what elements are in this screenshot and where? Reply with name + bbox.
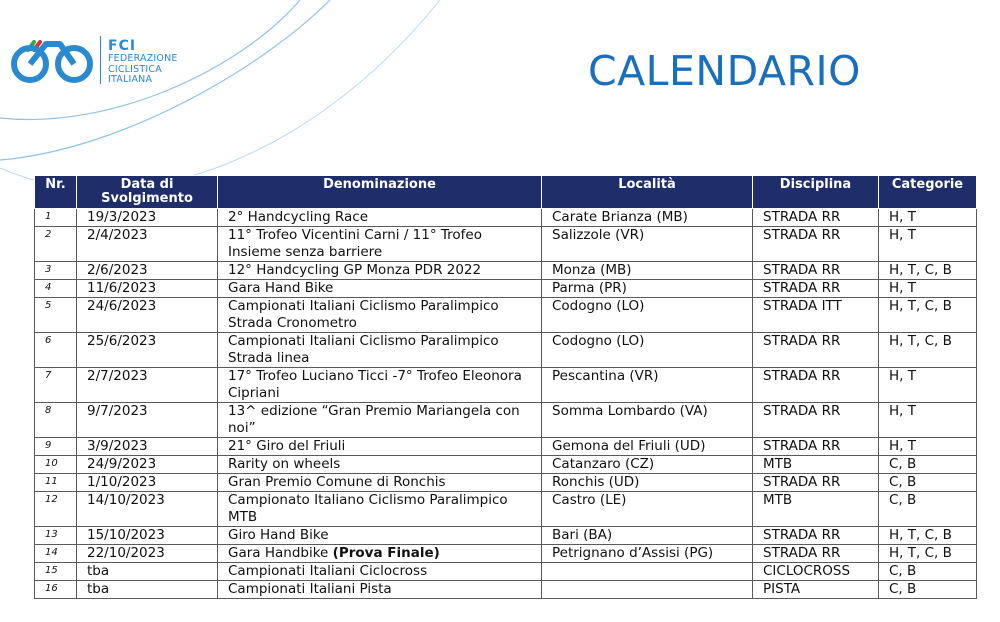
cell-name-text: Campionati Italiani Ciclismo Paralimpico Strada linea bbox=[228, 333, 499, 366]
cell-name bbox=[218, 438, 542, 456]
cell-place-text: Codogno (LO) bbox=[552, 333, 645, 349]
cell-date-text: 15/10/2023 bbox=[87, 527, 165, 543]
cell-name-text: Gara Hand Bike bbox=[228, 280, 334, 296]
cell-nr-text: 5 bbox=[45, 300, 52, 311]
cell-place-text: Parma (PR) bbox=[552, 280, 627, 296]
cell-name bbox=[218, 227, 542, 262]
cell-nr bbox=[35, 474, 77, 492]
column-header-place: Località bbox=[542, 176, 753, 209]
cell-date-text: 3/9/2023 bbox=[87, 438, 148, 454]
cell-discipline-text: MTB bbox=[763, 456, 793, 472]
cell-nr bbox=[35, 438, 77, 456]
cell-categories bbox=[879, 438, 977, 456]
cell-date-text: 14/10/2023 bbox=[87, 492, 165, 508]
column-header-nr: Nr. bbox=[35, 176, 77, 209]
cell-discipline-text: PISTA bbox=[763, 581, 801, 597]
cell-place bbox=[542, 280, 753, 298]
cell-discipline-text: STRADA ITT bbox=[763, 298, 842, 314]
cell-categories bbox=[879, 545, 977, 563]
table-row bbox=[35, 403, 977, 438]
cell-name bbox=[218, 456, 542, 474]
cell-nr-text: 4 bbox=[45, 282, 52, 293]
cell-place bbox=[542, 492, 753, 527]
cell-categories bbox=[879, 227, 977, 262]
cell-nr-text: 12 bbox=[45, 494, 58, 505]
cell-place-text: Catanzaro (CZ) bbox=[552, 456, 655, 472]
cell-name-text: Campionato Italiano Ciclismo Paralimpico MTB bbox=[228, 492, 508, 525]
cell-name bbox=[218, 262, 542, 280]
table-row bbox=[35, 280, 977, 298]
cell-name-bold-text: (Prova Finale) bbox=[332, 545, 440, 561]
cell-nr-text: 1 bbox=[45, 211, 52, 222]
logo-line-3: ITALIANA bbox=[108, 74, 153, 85]
cell-categories-text: H, T, C, B bbox=[889, 527, 952, 543]
table-row bbox=[35, 333, 977, 368]
cell-discipline-text: STRADA RR bbox=[763, 227, 841, 243]
cell-categories-text: C, B bbox=[889, 581, 917, 597]
cell-place bbox=[542, 403, 753, 438]
cell-name-text: Gran Premio Comune di Ronchis bbox=[228, 474, 446, 490]
cell-discipline bbox=[753, 545, 879, 563]
cell-categories bbox=[879, 280, 977, 298]
cell-discipline bbox=[753, 563, 879, 581]
calendar-table bbox=[34, 175, 977, 599]
table-row bbox=[35, 262, 977, 280]
cell-date bbox=[77, 474, 218, 492]
cell-name bbox=[218, 474, 542, 492]
cell-categories bbox=[879, 298, 977, 333]
cell-place bbox=[542, 368, 753, 403]
cell-name-text: 12° Handcycling GP Monza PDR 2022 bbox=[228, 262, 482, 278]
cell-date-text: 25/6/2023 bbox=[87, 333, 157, 349]
cell-date bbox=[77, 298, 218, 333]
cell-nr bbox=[35, 333, 77, 368]
cell-categories-text: H, T, C, B bbox=[889, 545, 952, 561]
table-row bbox=[35, 492, 977, 527]
cell-discipline bbox=[753, 333, 879, 368]
cell-discipline bbox=[753, 403, 879, 438]
table-row bbox=[35, 474, 977, 492]
cell-nr-text: 16 bbox=[45, 583, 58, 594]
cell-name-text: Campionati Italiani Pista bbox=[228, 581, 392, 597]
cell-place bbox=[542, 227, 753, 262]
cell-categories-text: H, T bbox=[889, 227, 916, 243]
cell-name-text: 17° Trofeo Luciano Ticci -7° Trofeo Eleonora Cipriani bbox=[228, 368, 522, 401]
cell-place bbox=[542, 545, 753, 563]
cell-name bbox=[218, 563, 542, 581]
cell-categories-text: H, T, C, B bbox=[889, 333, 952, 349]
cell-categories-text: C, B bbox=[889, 474, 917, 490]
table-row bbox=[35, 456, 977, 474]
cell-categories bbox=[879, 262, 977, 280]
cell-discipline bbox=[753, 581, 879, 599]
cell-name bbox=[218, 492, 542, 527]
cell-categories bbox=[879, 563, 977, 581]
cell-discipline-text: STRADA RR bbox=[763, 280, 841, 296]
cell-categories bbox=[879, 527, 977, 545]
cell-nr-text: 2 bbox=[45, 229, 52, 240]
column-header-name: Denominazione bbox=[218, 176, 542, 209]
cell-date bbox=[77, 262, 218, 280]
table-row bbox=[35, 298, 977, 333]
cell-place-text: Somma Lombardo (VA) bbox=[552, 403, 708, 419]
cell-nr-text: 7 bbox=[45, 370, 52, 381]
table-row bbox=[35, 368, 977, 403]
cell-place bbox=[542, 262, 753, 280]
cell-name bbox=[218, 333, 542, 368]
cell-nr bbox=[35, 298, 77, 333]
table-row bbox=[35, 545, 977, 563]
cell-date bbox=[77, 527, 218, 545]
logo-line-2: CICLISTICA bbox=[108, 63, 162, 75]
cell-discipline bbox=[753, 280, 879, 298]
column-header-categories: Categorie bbox=[879, 176, 977, 209]
cell-discipline bbox=[753, 474, 879, 492]
cell-categories bbox=[879, 333, 977, 368]
cell-date-text: 11/6/2023 bbox=[87, 280, 157, 296]
cell-name bbox=[218, 280, 542, 298]
cell-date-text: 1/10/2023 bbox=[87, 474, 157, 490]
cell-discipline bbox=[753, 438, 879, 456]
cell-place-text: Carate Brianza (MB) bbox=[552, 209, 688, 225]
cell-categories-text: H, T, C, B bbox=[889, 262, 952, 278]
cell-discipline-text: STRADA RR bbox=[763, 403, 841, 419]
cell-nr-text: 15 bbox=[45, 565, 58, 576]
cell-date-text: 24/9/2023 bbox=[87, 456, 157, 472]
cell-discipline bbox=[753, 262, 879, 280]
cell-categories bbox=[879, 474, 977, 492]
cell-nr bbox=[35, 368, 77, 403]
cell-nr bbox=[35, 581, 77, 599]
cell-nr-text: 9 bbox=[45, 440, 52, 451]
logo-line-1: FEDERAZIONE bbox=[108, 53, 178, 64]
cell-name-text: 11° Trofeo Vicentini Carni / 11° Trofeo Insieme senza barriere bbox=[228, 227, 482, 260]
cell-place-text: Bari (BA) bbox=[552, 527, 613, 543]
cell-date bbox=[77, 545, 218, 563]
cell-date bbox=[77, 333, 218, 368]
cell-date-text: 22/10/2023 bbox=[87, 545, 165, 561]
cell-date bbox=[77, 403, 218, 438]
cell-date bbox=[77, 563, 218, 581]
cell-place bbox=[542, 298, 753, 333]
table-header-row bbox=[35, 176, 977, 209]
cell-place-text: Monza (MB) bbox=[552, 262, 632, 278]
cell-discipline-text: STRADA RR bbox=[763, 333, 841, 349]
cell-discipline-text: STRADA RR bbox=[763, 438, 841, 454]
table-row bbox=[35, 209, 977, 227]
cell-discipline-text: STRADA RR bbox=[763, 545, 841, 561]
cell-discipline bbox=[753, 527, 879, 545]
cell-date-text: 24/6/2023 bbox=[87, 298, 157, 314]
table-row bbox=[35, 527, 977, 545]
cell-date-text: 2/6/2023 bbox=[87, 262, 148, 278]
cell-date-text: 19/3/2023 bbox=[87, 209, 157, 225]
cell-name bbox=[218, 527, 542, 545]
cell-categories-text: H, T bbox=[889, 403, 916, 419]
cell-place bbox=[542, 209, 753, 227]
cell-discipline-text: MTB bbox=[763, 492, 793, 508]
cell-date-text: 9/7/2023 bbox=[87, 403, 148, 419]
cell-nr bbox=[35, 262, 77, 280]
table-row bbox=[35, 563, 977, 581]
cell-date bbox=[77, 438, 218, 456]
cell-categories-text: H, T bbox=[889, 209, 916, 225]
cell-date bbox=[77, 492, 218, 527]
cell-name-text: 2° Handcycling Race bbox=[228, 209, 369, 225]
cell-name bbox=[218, 403, 542, 438]
cell-categories bbox=[879, 456, 977, 474]
table-row bbox=[35, 438, 977, 456]
cell-place-text: Gemona del Friuli (UD) bbox=[552, 438, 706, 454]
cell-name-text: 13^ edizione “Gran Premio Mariangela con noi” bbox=[228, 403, 520, 436]
cell-discipline-text: STRADA RR bbox=[763, 262, 841, 278]
cell-discipline bbox=[753, 209, 879, 227]
cell-name bbox=[218, 545, 542, 563]
cell-discipline bbox=[753, 227, 879, 262]
cell-categories-text: C, B bbox=[889, 492, 917, 508]
cell-name-text: Campionati Italiani Ciclismo Paralimpico Strada Cronometro bbox=[228, 298, 499, 331]
cell-place bbox=[542, 527, 753, 545]
cell-categories-text: H, T bbox=[889, 368, 916, 384]
cell-nr bbox=[35, 280, 77, 298]
cell-categories-text: C, B bbox=[889, 563, 917, 579]
cell-date bbox=[77, 227, 218, 262]
cell-date bbox=[77, 280, 218, 298]
cell-place bbox=[542, 563, 753, 581]
cell-nr-text: 8 bbox=[45, 405, 52, 416]
cell-categories bbox=[879, 492, 977, 527]
cell-name bbox=[218, 298, 542, 333]
cell-date-text: tba bbox=[87, 581, 110, 597]
table-row bbox=[35, 581, 977, 599]
cell-nr-text: 6 bbox=[45, 335, 52, 346]
cell-discipline-text: STRADA RR bbox=[763, 368, 841, 384]
cell-categories bbox=[879, 581, 977, 599]
cell-name-text: 21° Giro del Friuli bbox=[228, 438, 346, 454]
cell-place bbox=[542, 581, 753, 599]
fci-logo-icon bbox=[4, 34, 100, 84]
cell-place bbox=[542, 474, 753, 492]
cell-discipline bbox=[753, 456, 879, 474]
cell-name bbox=[218, 368, 542, 403]
cell-nr bbox=[35, 227, 77, 262]
cell-place-text: Petrignano d’Assisi (PG) bbox=[552, 545, 714, 561]
table-row bbox=[35, 227, 977, 262]
cell-name bbox=[218, 581, 542, 599]
cell-place bbox=[542, 456, 753, 474]
cell-place-text: Salizzole (VR) bbox=[552, 227, 645, 243]
calendar-rows bbox=[35, 209, 977, 599]
cell-discipline bbox=[753, 298, 879, 333]
cell-categories-text: H, T, C, B bbox=[889, 298, 952, 314]
cell-name-text: Campionati Italiani Ciclocross bbox=[228, 563, 428, 579]
cell-date-text: 2/7/2023 bbox=[87, 368, 148, 384]
cell-nr-text: 14 bbox=[45, 547, 58, 558]
cell-discipline-text: STRADA RR bbox=[763, 474, 841, 490]
cell-place-text: Castro (LE) bbox=[552, 492, 627, 508]
cell-nr bbox=[35, 492, 77, 527]
cell-categories bbox=[879, 368, 977, 403]
cell-name-text: Gara Handbike bbox=[228, 545, 329, 561]
cell-nr-text: 11 bbox=[45, 476, 58, 487]
cell-nr bbox=[35, 403, 77, 438]
cell-date bbox=[77, 456, 218, 474]
logo-divider bbox=[100, 36, 101, 84]
cell-date bbox=[77, 581, 218, 599]
cell-place bbox=[542, 333, 753, 368]
page-title: CALENDARIO bbox=[588, 47, 861, 95]
cell-categories-text: C, B bbox=[889, 456, 917, 472]
cell-date-text: tba bbox=[87, 563, 110, 579]
cell-date bbox=[77, 368, 218, 403]
cell-place bbox=[542, 438, 753, 456]
cell-nr bbox=[35, 527, 77, 545]
cell-name-text: Giro Hand Bike bbox=[228, 527, 329, 543]
cell-nr bbox=[35, 456, 77, 474]
cell-date bbox=[77, 209, 218, 227]
column-header-date: Data di Svolgimento bbox=[77, 176, 218, 209]
cell-discipline-text: STRADA RR bbox=[763, 209, 841, 225]
column-header-discipline: Disciplina bbox=[753, 176, 879, 209]
cell-discipline-text: CICLOCROSS bbox=[763, 563, 851, 579]
cell-place-text: Ronchis (UD) bbox=[552, 474, 640, 490]
logo-abbreviation: FCI bbox=[108, 38, 137, 54]
cell-name-text: Rarity on wheels bbox=[228, 456, 341, 472]
cell-date-text: 2/4/2023 bbox=[87, 227, 148, 243]
cell-nr-text: 13 bbox=[45, 529, 58, 540]
cell-discipline bbox=[753, 368, 879, 403]
cell-categories bbox=[879, 209, 977, 227]
cell-discipline bbox=[753, 492, 879, 527]
cell-nr-text: 10 bbox=[45, 458, 58, 469]
cell-place-text: Codogno (LO) bbox=[552, 298, 645, 314]
cell-discipline-text: STRADA RR bbox=[763, 527, 841, 543]
cell-categories bbox=[879, 403, 977, 438]
cell-nr bbox=[35, 563, 77, 581]
cell-categories-text: H, T bbox=[889, 280, 916, 296]
cell-nr bbox=[35, 545, 77, 563]
cell-nr bbox=[35, 209, 77, 227]
cell-nr-text: 3 bbox=[45, 264, 52, 275]
logo-wordmark bbox=[108, 38, 178, 86]
cell-place-text: Pescantina (VR) bbox=[552, 368, 659, 384]
cell-name bbox=[218, 209, 542, 227]
cell-categories-text: H, T bbox=[889, 438, 916, 454]
